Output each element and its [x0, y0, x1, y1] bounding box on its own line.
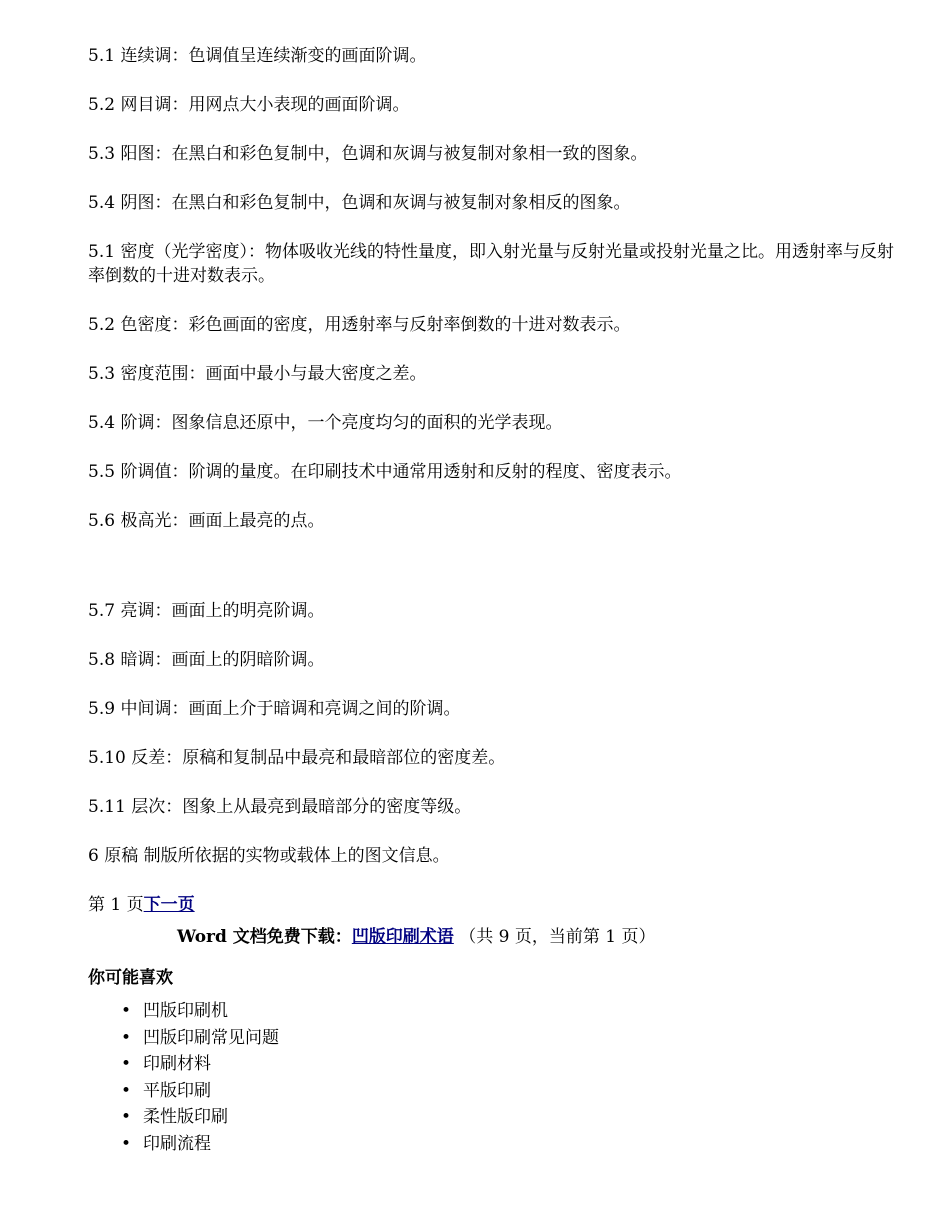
paragraph: 5.6 极高光：画面上最亮的点。	[88, 511, 325, 531]
paragraph: 5.4 阴图：在黑白和彩色复制中，色调和灰调与被复制对象相反的图象。	[88, 193, 631, 213]
paragraph: 5.8 暗调：画面上的阴暗阶调。	[88, 650, 325, 670]
list-item-label: 凹版印刷常见问题	[143, 1027, 279, 1048]
related-list	[88, 998, 905, 1157]
download-document-link[interactable]: 凹版印刷术语	[351, 927, 454, 947]
paragraph: 5.9 中间调：画面上介于暗调和亮调之间的阶调。	[88, 699, 461, 719]
list-item-label: 印刷流程	[143, 1133, 211, 1154]
download-page-info: （共 9 页，当前第 1 页）	[459, 927, 656, 947]
list-item-label: 平版印刷	[143, 1080, 211, 1101]
list-item[interactable]	[121, 1078, 905, 1105]
blank-gap	[88, 558, 905, 599]
paragraph: 5.7 亮调：画面上的明亮阶调。	[88, 601, 325, 621]
bullet-icon: •	[121, 1107, 132, 1127]
bullet-icon: •	[121, 1080, 132, 1101]
list-item[interactable]	[121, 1104, 905, 1131]
list-item[interactable]	[121, 1131, 905, 1158]
paragraph: 5.11 层次：图象上从最亮到最暗部分的密度等级。	[88, 797, 472, 817]
bullet-icon: •	[121, 1001, 132, 1021]
download-line	[88, 925, 905, 949]
bullet-icon: •	[121, 1054, 132, 1074]
paragraph: 5.1 连续调：色调值呈连续渐变的画面阶调。	[88, 46, 427, 66]
paragraph: 5.3 阳图：在黑白和彩色复制中，色调和灰调与被复制对象相一致的图象。	[88, 144, 648, 164]
list-item[interactable]	[121, 1051, 905, 1078]
list-item-label: 印刷材料	[143, 1054, 211, 1074]
list-item[interactable]	[121, 998, 905, 1025]
pagination	[88, 893, 905, 917]
paragraph: 5.2 色密度：彩色画面的密度，用透射率与反射率倒数的十进对数表示。	[88, 315, 631, 335]
next-page-link[interactable]: 下一页	[143, 895, 195, 915]
bullet-icon: •	[121, 1133, 132, 1154]
related-title: 你可能喜欢	[88, 968, 173, 988]
paragraph: 5.10 反差：原稿和复制品中最亮和最暗部位的密度差。	[88, 748, 506, 768]
paragraph: 5.1 密度（光学密度）：物体吸收光线的特性量度，即入射光量与反射光量或投射光量之比。用透射率与反射率倒数的十进对数表示。	[88, 242, 894, 286]
bullet-icon: •	[121, 1027, 132, 1048]
current-page-label: 第 1 页	[88, 895, 144, 915]
paragraph: 5.3 密度范围：画面中最小与最大密度之差。	[88, 364, 427, 384]
download-lead: Word 文档免费下载：	[177, 927, 352, 947]
paragraph: 6 原稿 制版所依据的实物或载体上的图文信息。	[88, 846, 450, 866]
paragraph: 5.5 阶调值：阶调的量度。在印刷技术中通常用透射和反射的程度、密度表示。	[88, 462, 682, 482]
list-item[interactable]	[121, 1025, 905, 1052]
list-item-label: 柔性版印刷	[143, 1107, 228, 1127]
list-item-label: 凹版印刷机	[143, 1001, 228, 1021]
paragraph: 5.2 网目调：用网点大小表现的画面阶调。	[88, 95, 410, 115]
paragraph: 5.4 阶调：图象信息还原中，一个亮度均匀的面积的光学表现。	[88, 413, 563, 433]
